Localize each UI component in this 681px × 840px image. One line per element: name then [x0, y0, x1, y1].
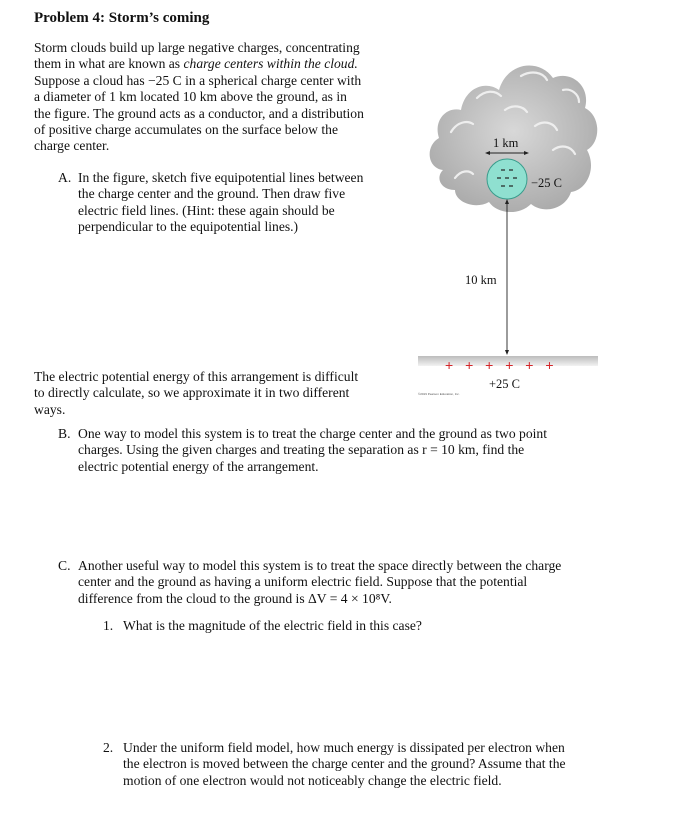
question-2-label: 2. — [103, 740, 114, 755]
part-c — [58, 558, 618, 607]
part-b-line: One way to model this system is to treat the charge center and the ground as two point — [78, 426, 547, 441]
charge-center-sphere — [487, 159, 527, 199]
part-c-line: center and the ground as having a uniform electric field. Suppose that the potential — [78, 574, 528, 590]
part-a-line: electric field lines. (Hint: these again should be — [78, 202, 335, 218]
part-a-line: the charge center and the ground. Then draw five — [78, 186, 346, 202]
intro-line: the figure. The ground acts as a conductor, and a distribution — [34, 105, 364, 121]
question-1-label: 1. — [103, 618, 114, 633]
storm-figure-svg — [415, 50, 600, 410]
intro-line: of positive charge accumulates on the surface below the — [34, 122, 338, 138]
cloud-charge-label: −25 C — [531, 176, 563, 190]
part-c-question-2 — [103, 740, 623, 789]
ground-plus-signs: + + + + + + — [445, 357, 558, 373]
question-2-line: motion of one electron would not noticeably change the electric field. — [123, 772, 502, 788]
part-c-label: C. — [58, 558, 71, 573]
part-a-line: In the figure, sketch five equipotential lines between — [78, 170, 364, 185]
energy-line: The electric potential energy of this arrangement is difficult — [34, 369, 359, 384]
part-c-line: Another useful way to model this system is to treat the space directly between the charge — [78, 558, 562, 573]
part-b-line: charges. Using the given charges and treating the separation as r = 10 km, find the — [78, 442, 525, 458]
energy-paragraph — [34, 369, 404, 418]
part-c-question-1 — [103, 618, 422, 634]
energy-line: ways. — [34, 401, 66, 417]
intro-line: charge center. — [34, 138, 110, 154]
part-a — [58, 170, 408, 236]
ground-charge-label: +25 C — [489, 377, 521, 391]
intro-line: Suppose a cloud has −25 C in a spherical charge center with — [34, 72, 362, 88]
storm-figure — [415, 50, 600, 410]
part-c-line: difference from the cloud to the ground is ΔV = 4 × 10⁸V. — [78, 590, 392, 606]
intro-line: a diameter of 1 km located 10 km above the ground, as in — [34, 89, 347, 105]
question-1-text: What is the magnitude of the electric field in this case? — [123, 618, 422, 633]
distance-label: 10 km — [465, 273, 497, 287]
part-b-line: electric potential energy of the arrangement. — [78, 458, 319, 474]
intro-italic: charge centers within the cloud. — [183, 56, 358, 72]
figure-copyright: ©2019 Pearson Education, Inc. — [418, 392, 460, 396]
part-a-line: perpendicular to the equipotential lines.) — [78, 219, 299, 235]
problem-title: Problem 4: Storm’s coming — [34, 10, 210, 26]
part-b — [58, 426, 618, 475]
energy-line: to directly calculate, so we approximate it in two different — [34, 385, 350, 401]
distance-arrow — [505, 199, 509, 355]
question-2-line: the electron is moved between the charge center and the ground? Assume that the — [123, 756, 566, 772]
part-a-label: A. — [58, 170, 72, 185]
intro-line: them in what are known as charge centers within the cloud. — [34, 56, 358, 72]
intro-paragraph — [34, 40, 409, 155]
part-b-label: B. — [58, 426, 71, 441]
intro-line: Storm clouds build up large negative charges, concentrating — [34, 40, 360, 55]
question-2-line: Under the uniform field model, how much energy is dissipated per electron when — [123, 740, 565, 755]
diameter-label: 1 km — [493, 136, 519, 150]
